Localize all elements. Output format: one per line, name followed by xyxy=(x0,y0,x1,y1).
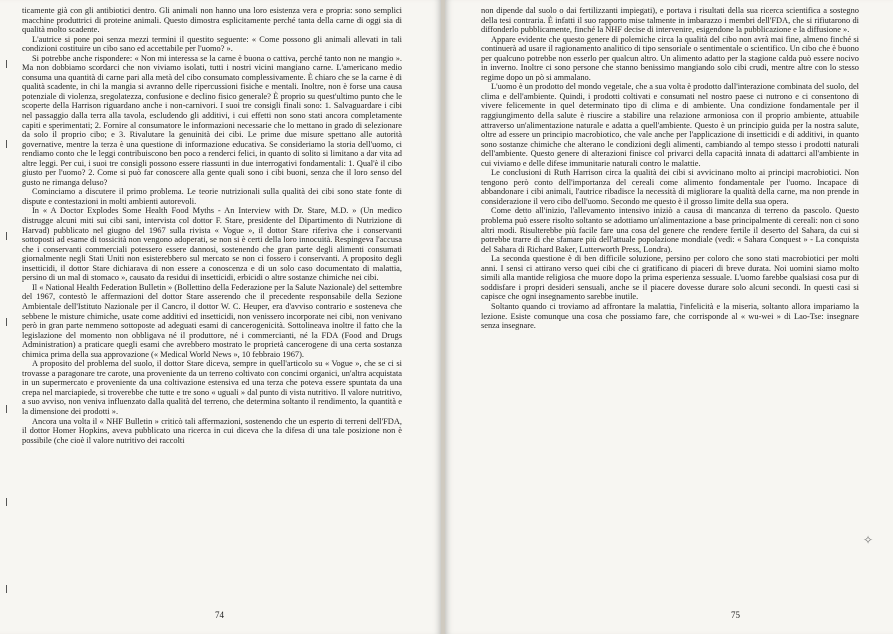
paper-speck-icon: ✧ xyxy=(863,533,874,547)
left-page xyxy=(0,0,441,634)
paragraph: La seconda questione è di ben difficile soluzione, persino per coloro che sono stati macrobiotici per molti anni. I sensi ci attirano verso quei cibi che ci gratificano di piaceri di breve durata. Noi uomini siamo molto simili alla mantide religiosa che muore dopo la prima esperienza sessuale. L'uomo farebbe qualsiasi cosa pur di soddisfare i propri desideri sensuali, anche se il piacere dovesse durare solo alcuni secondi. In questi casi si capisce che ogni insegnamento sarebbe inutile. xyxy=(481,254,859,302)
paragraph: L'autrice si pone poi senza mezzi termini il questito seguente: « Come possono gli animali allevati in tali condizioni costituire un cibo sano ed accettabile per l'uomo? ». xyxy=(22,34,402,54)
page-number: 75 xyxy=(731,610,740,620)
right-page xyxy=(445,0,893,634)
paragraph: L'uomo è un prodotto del mondo vegetale, che a sua volta è prodotto dall'interazione combinata del suolo, del clima e dell'ambiente. Quindi, i prodotti coltivati e consumati nel nostro paese ci nutrono e ci consentono di vivere felicemente in quel determinato tipo di clima e di ambiente. Una condizione fondamentale per il raggiungimento della salute è riuscire a stabilire una relazione armoniosa con il proprio ambiente, attuabile attraverso un'alimentazione naturale e adatta a quell'ambiente. Questo è un principio guida per la nostra salute, oltre ad essere un principio macrobiotico, che vale anche per l'applicazione di insetticidi e di additivi, in quanto sono sostanze chimiche che alterano le condizioni degli alimenti, cambiando al tempo stesso i prodotti naturali dell'ambiente. Questo genere di alterazioni finisce col privarci della capacità innata di adattarci all'ambiente in cui viviamo e delle difese immunitarie naturali contro le malattie. xyxy=(481,82,859,168)
paragraph: Le conclusioni di Ruth Harrison circa la qualità dei cibi si avvicinano molto ai principi macrobiotici. Non tengono però conto dell'importanza del cereali come alimento fondamentale per l'uomo. Incapace di abbandonare i cibi animali, l'autrice ribadisce la necessità di migliorare la qualità della carne, ma non prende in considerazione il vero cibo dell'uomo. Secondo me questo è il grosso limite della sua opera. xyxy=(481,168,859,206)
right-page-body xyxy=(481,6,859,331)
paragraph: Appare evidente che questo genere di polemiche circa la qualità del cibo non avrà mai fine, almeno finché si continuerà ad usare il ragionamento analitico di tipo sensoriale o sentimentale o scientifico. Un cibo che è buono per qualcuno potrebbe non esserlo per qualcun altro. Un alimento adatto per la stagione calda può essere nocivo in inverno. Inoltre ci sono persone che stanno benissimo mangiando solo cibi crudi, mentre altre con lo stesso regime dopo un pò si ammalano. xyxy=(481,34,859,82)
paragraph: Soltanto quando ci troviamo ad affrontare la malattia, l'infelicità e la miseria, soltanto allora impariamo la lezione. Esiste comunque una cosa che possiamo fare, che corrisponde al « wu-wei » di Lao-Tse: insegnare senza insegnare. xyxy=(481,301,859,331)
left-page-body xyxy=(22,6,402,445)
paragraph: A proposito del problema del suolo, il dottor Stare diceva, sempre in quell'articolo su « Vogue », che se ci si trovasse a paragonare tre carote, una proveniente da un terreno coltivato con concimi organici, un'altra acquistata in un supermercato e proveniente da una coltivazione estensiva ed una terza che poteva essere spuntata da una crepa nel marciapiede, si troverebbe che tutte e tre sono « uguali » dal punto di vista nutritivo. Il valore nutritivo, a suo avviso, non veniva influenzato dalla qualità del terreno, che determina soltanto il rendimento, la quantità e la dimensione dei prodotti ». xyxy=(22,359,402,416)
paragraph: Il « National Health Federation Bulletin » (Bollettino della Federazione per la Salute Nazionale) del settembre del 1967, contestò le affermazioni del dottor Stare asserendo che il precedente responsabile della Sezione Ambientale dell'Istituto Nazionale per il Cancro, il dottor W. C. Heuper, era d'avviso contrario e sosteneva che sebbene le misture chimiche, usate come additivi ed insetticidi, non venissero incorporate nei cibi, non venivano però in gran parte nemmeno sottoposte ad adeguati esami di cancerogenicità. Sottolineava inoltre il fatto che la legislazione del momento non obbligava né il produttore, né i commercianti, né la FDA (Food and Drugs Administration) a praticare quegli esami che avrebbero mostrato le proprietà cancerogene di una certa sostanza chimica prima della sua approvazione (« Medical World News », 10 febbraio 1967). xyxy=(22,282,402,359)
paragraph: Ancora una volta il « NHF Bulletin » criticò tali affermazioni, sostenendo che un esperto di terreni dell'FDA, il dottor Homer Hopkins, aveva pubblicato una ricerca in cui diceva che la difesa di una tale posizione non è possibile (che cioè il valore nutritivo dei raccolti xyxy=(22,416,402,445)
page-number: 74 xyxy=(215,610,224,620)
paragraph: non dipende dal suolo o dai fertilizzanti impiegati), e portava i risultati della sua ricerca scientifica a sostegno della tesi contraria. È infatti il suo rapporto mise talmente in imbarazzo i membri dell'FDA, che si rifiutarono di diffonderlo pubblicamente, finché la NHF decise di intervenire, esigendone la pubblicazione e la diffusione ». xyxy=(481,6,859,35)
paragraph: Si potrebbe anche rispondere: « Non mi interessa se la carne è buona o cattiva, perché tanto non ne mangio ». Ma non dobbiamo scordarci che non viviamo isolati, tutti i nostri vicini mangiano carne. L'americano medio consuma una quantità di carne pari alla metà del cibo consumato complessivamente. È chiaro che se la carne è di qualità scadente, in chi la mangia si avranno delle ripercussioni fisiche e mentali. Inoltre, non è forse una causa potenziale di violenza, sregolatezza, confusione e declino fisico generale? È proprio su quest'ultimo punto che le scoperte della Harrison riguardano anche i non-carnivori. I suoi tre consigli finali sono: 1. Salvaguardare i cibi nel passaggio dalla terra alla tavola, escludendo gli additivi, i cui effetti non sono stati ancora completamente capiti e sperimentati; 2. Fornire al consumatore le informazioni necessarie che lo mettano in grado di selezionare da solo il proprio cibo; e 3. Rivalutare la genuinità dei cibi. Le prime due misure spettano alle autorità governative, mentre la terza è una questione di informazione educativa. Se consideriamo la storia dell'uomo, ci rendiamo conto che le leggi contribuiscono ben poco a renderci felici, in quanto di solito si limitano a dar vita ad altre leggi. Per cui, i suoi tre consigli possono essere riassunti in due interrogativi fondamentali: 1. Qual'è il cibo giusto per l'uomo? 2. Come si può far conoscere alla gente quali sono i cibi buoni, senza che il loro senso del gusto ne rimanga deluso? xyxy=(22,53,402,187)
paragraph: ticamente già con gli antibiotici dentro. Gli animali non hanno una loro esistenza vera e propria: sono semplici macchine produttrici di proteine animali. Questo dimostra esplicitamente perché tanta della carne di oggi sia di qualità molto scadente. xyxy=(22,6,402,35)
margin-marks xyxy=(6,0,9,634)
paragraph: Cominciamo a discutere il primo problema. Le teorie nutrizionali sulla qualità dei cibi sono state fonte di dispute e contestazioni in molti ambienti autorevoli. xyxy=(22,187,402,206)
paragraph: In « A Doctor Explodes Some Health Food Myths - An Interview with Dr. Stare, M.D. » (Un medico distrugge alcuni miti sui cibi sani, intervista col dottor F. Stare, presidente del Dipartimento di Nutrizione di Harvad) pubblicato nel giugno del 1967 sulla rivista « Vogue », il dottor Stare riferiva che i conservanti sottoposti ad esame di tossicità non vengono adoperati, se non si è certi della loro innocuità. Respingeva l'accusa che i conservanti commerciali potessero essere dannosi, sostenendo che gran parte degli alimenti consumati giornalmente negli Stati Uniti non esisterebbero sul mercato se non ci fossero i conservanti. A proposito degli insetticidi, il dottor Stare dichiarava di non essere a conoscenza e di un solo caso documentato di malattia, persino di un mal di stomaco », causato da residui di insetticidi, erbicidi o altre sostanze chimiche nei cibi. xyxy=(22,206,402,283)
paragraph: Come detto all'inizio, l'allevamento intensivo iniziò a causa di mancanza di terreno da pascolo. Questo problema può essere risolto soltanto se adottiamo un'alimentazione a base principalmente di cereali: non ci sono altri modi. Risulterebbe più facile fare una cosa del genere che rendere fertile il deserto del Sahara, da cui si potrebbe trarre di che sfamare più dell'attuale popolazione mondiale (vedi: « Sahara Conquest » - La conquista del Sahara di Richard Baker, Lutterworth Press, Londra). xyxy=(481,206,859,254)
